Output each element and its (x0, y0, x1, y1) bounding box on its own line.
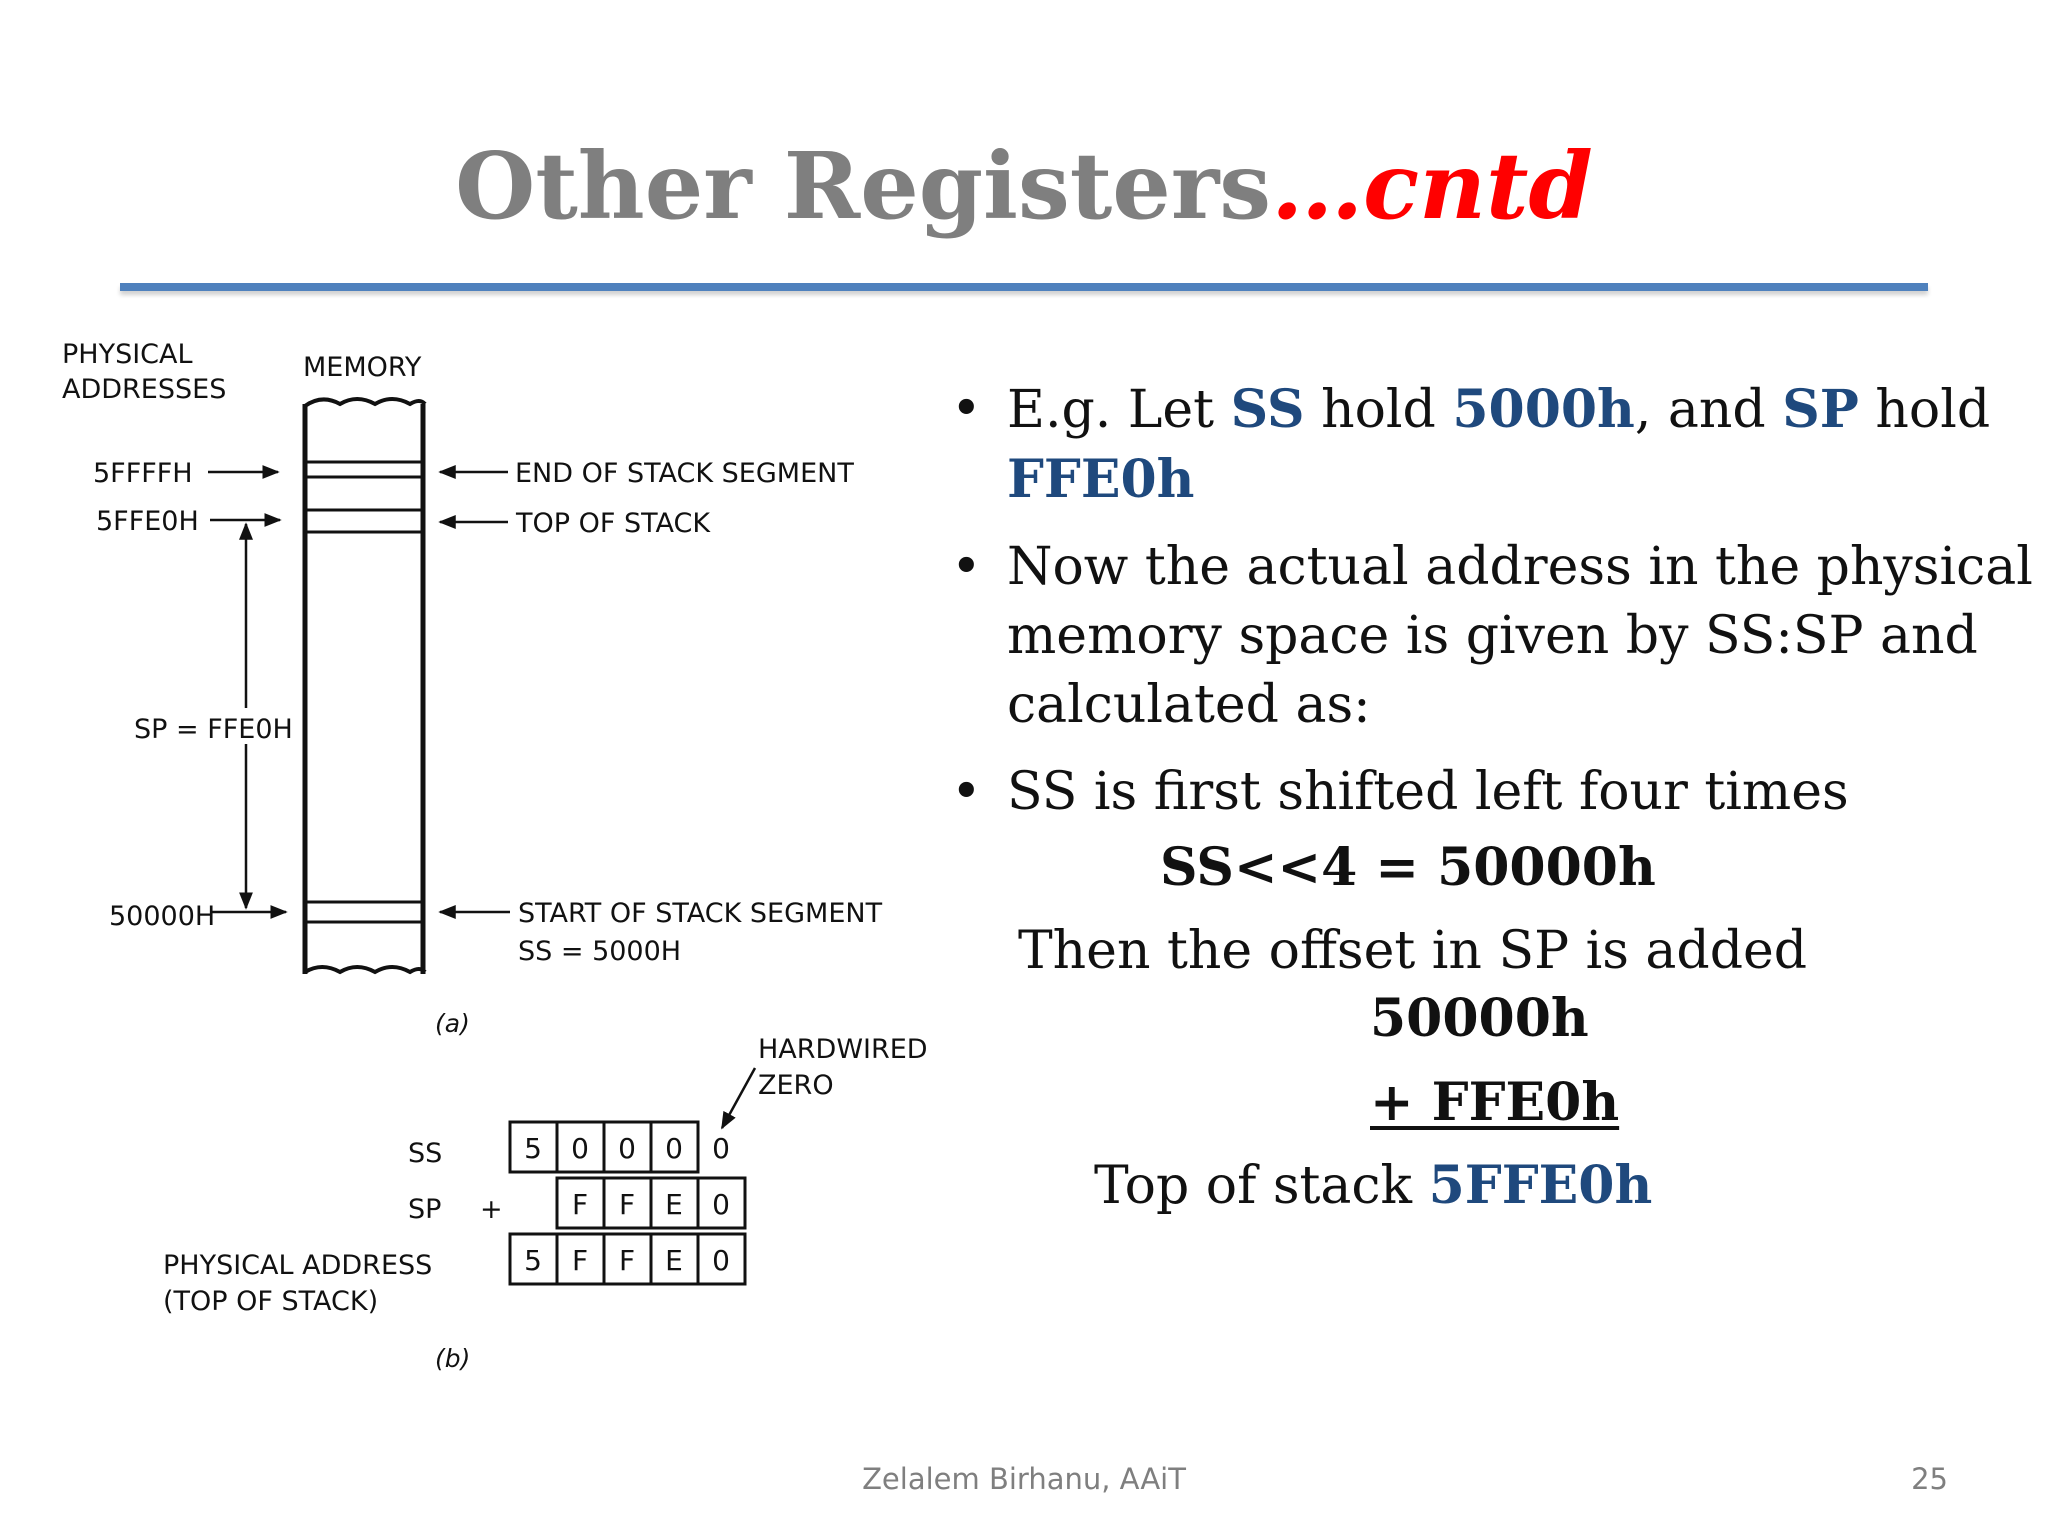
label-top-of-stack: TOP OF STACK (516, 508, 711, 539)
pa-digit-2: F (571, 1244, 589, 1277)
memory-column (305, 399, 425, 974)
bullet-1-text-4: hold (1858, 380, 1991, 440)
caption-a: (a) (435, 1009, 470, 1038)
address-50000h: 50000H (109, 901, 216, 932)
label-physical-addresses-1: PHYSICAL (62, 339, 193, 370)
result-value: 5FFE0h (1428, 1155, 1653, 1216)
title-divider (120, 283, 1928, 291)
bullet-physical-address: • Now the actual address in the physical memory space is given by SS:SP and calculated as: (945, 533, 2035, 740)
title-main: Other Registers (455, 132, 1272, 240)
addend-2: + FFE0h (1370, 1072, 1620, 1133)
bullet-1-text-2: hold (1304, 380, 1453, 440)
sp-digit-1: F (571, 1188, 589, 1221)
bullet-1-text: E.g. Let (1007, 380, 1231, 440)
ss-hardwired-zero: 0 (712, 1132, 730, 1165)
ss-digit-4: 0 (665, 1132, 683, 1165)
result-line (1094, 1155, 1653, 1216)
plus-sign: + (480, 1194, 503, 1225)
footer-author: Zelalem Birhanu, AAiT (862, 1462, 1186, 1496)
bullet-example (945, 375, 2035, 515)
sp-digit-4: 0 (712, 1188, 730, 1221)
addend-1: 50000h (1370, 988, 1589, 1049)
sp-digit-2: F (618, 1188, 636, 1221)
address-5ffe0h: 5FFE0H (96, 506, 199, 537)
pa-digit-3: F (618, 1244, 636, 1277)
row-label-sp: SP (408, 1194, 442, 1225)
label-physical-addresses-2: ADDRESSES (62, 374, 227, 405)
result-label: Top of stack (1094, 1156, 1429, 1216)
pa-digit-5: 0 (712, 1244, 730, 1277)
sp-digit-3: E (665, 1188, 683, 1221)
label-sp-offset: SP = FFE0H (134, 714, 293, 745)
label-hardwired: HARDWIRED (758, 1034, 928, 1065)
label-top-of-stack-paren: (TOP OF STACK) (163, 1286, 379, 1317)
title-accent: …cntd (1271, 132, 1593, 240)
bullet-1-ss-value: 5000h (1452, 379, 1635, 440)
label-zero: ZERO (758, 1070, 834, 1101)
bullet-1-sp-value: FFE0h (1007, 449, 1195, 510)
pa-digit-4: E (665, 1244, 683, 1277)
ss-digit-2: 0 (571, 1132, 589, 1165)
shift-result: SS<<4 = 50000h (1160, 837, 1656, 898)
label-physical-address: PHYSICAL ADDRESS (163, 1250, 433, 1281)
label-start-of-stack-segment: START OF STACK SEGMENT (518, 898, 883, 929)
address-5ffffh: 5FFFFH (93, 458, 193, 489)
bullet-1-sp: SP (1782, 379, 1859, 440)
page-number: 25 (1911, 1462, 1948, 1496)
bullet-shift: • SS is first shifted left four times (945, 758, 2035, 827)
label-ss-value: SS = 5000H (518, 936, 682, 967)
pa-digit-1: 5 (524, 1244, 542, 1277)
label-end-of-stack-segment: END OF STACK SEGMENT (515, 458, 854, 489)
label-memory: MEMORY (303, 352, 422, 383)
stack-segment-figure (0, 320, 940, 1380)
slide-title (0, 132, 2048, 240)
ss-digit-1: 5 (524, 1132, 542, 1165)
ss-digit-3: 0 (618, 1132, 636, 1165)
row-label-ss: SS (408, 1138, 443, 1169)
bullet-list (945, 375, 2035, 845)
caption-b: (b) (435, 1344, 471, 1373)
bullet-1-text-3: , and (1634, 380, 1783, 440)
offset-text: Then the offset in SP is added (1018, 921, 1808, 981)
bullet-1-ss: SS (1230, 379, 1305, 440)
